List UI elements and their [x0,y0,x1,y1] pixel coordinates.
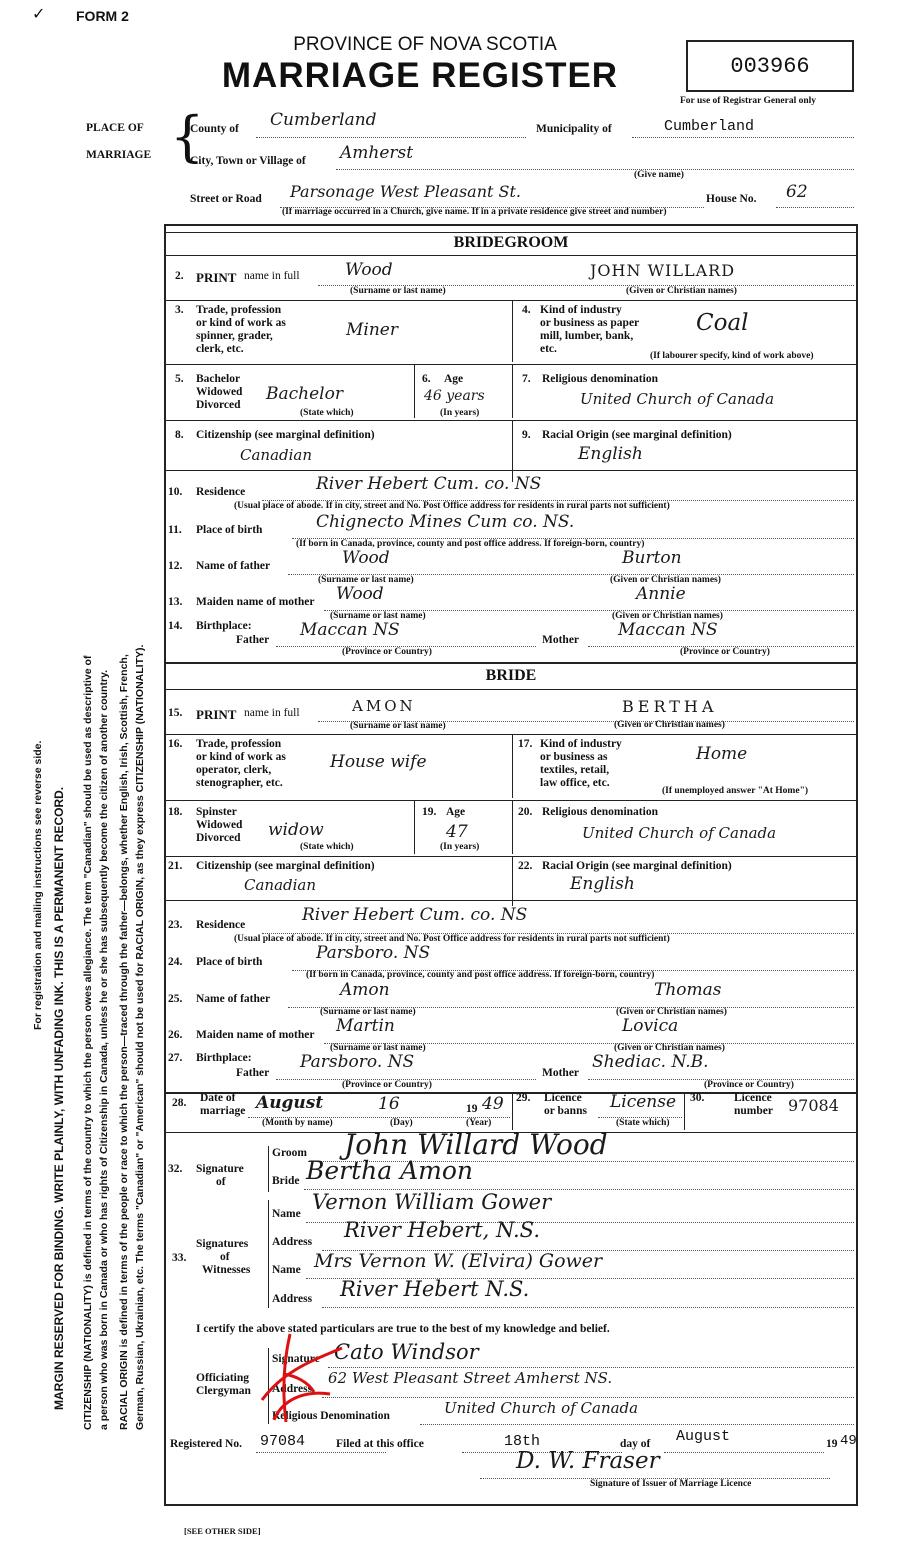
q18-label [196,806,242,845]
groom-surname: Wood [345,260,393,280]
q14-label: Birthplace: [196,620,252,632]
filed-month: August [676,1428,731,1445]
q22-num: 22. [518,860,533,872]
groom-given-caption: (Given or Christian names) [626,286,737,296]
q15-print: PRINT [196,707,237,722]
clergy-signature: Cato Windsor [334,1340,479,1364]
marriage-day: 16 [378,1094,400,1114]
q28-label-1: Date of [200,1092,236,1104]
house-label: House No. [706,193,757,205]
q18-label-line: Spinster [196,806,237,818]
see-other-side: [SEE OTHER SIDE] [184,1526,261,1536]
witness2-name: Mrs Vernon W. (Elvira) Gower [314,1250,603,1272]
q17-label-line: law office, etc. [540,777,610,789]
bride-status: widow [268,820,324,840]
q24-num: 24. [168,956,183,968]
q18-label-line: Widowed [196,819,243,831]
bride-father-surname-caption: (Surname or last name) [320,1007,416,1017]
q26-num: 26. [168,1029,183,1041]
groom-industry: Coal [696,310,749,336]
q8-label: Citizenship (see marginal definition) [196,429,375,441]
groom-mother-birthplace: Maccan NS [618,620,718,640]
day-of-label: day of [620,1438,651,1450]
groom-mother-surname-caption: (Surname or last name) [330,611,426,621]
q7-num: 7. [522,373,531,385]
issuer-caption: Signature of Issuer of Marriage Licence [590,1479,752,1489]
street-value: Parsonage West Pleasant St. [290,182,521,201]
certification-text: I certify the above stated particulars are true to the best of my knowledge and belief. [196,1323,610,1335]
q16-label-line: stenographer, etc. [196,777,283,789]
q30-num: 30. [690,1092,705,1104]
give-name-caption: (Give name) [634,170,684,180]
q9-num: 9. [522,429,531,441]
q30-label-2: number [734,1105,773,1117]
filed-label: Filed at this office [336,1438,424,1450]
q4-label-line: etc. [540,343,557,355]
register-number: 003966 [730,54,810,79]
q27-num: 27. [168,1052,183,1064]
q14-num: 14. [168,620,183,632]
q16-label-line: Trade, profession [196,738,282,750]
bride-surname-caption: (Surname or last name) [350,721,446,731]
witness2-address: River Hebert N.S. [340,1277,530,1301]
officiating-label-2: Clergyman [196,1385,251,1397]
margin-binding-note: MARGIN RESERVED FOR BINDING. WRITE PLAINLY, WITH UNFADING INK. THIS IS A PERMANENT RECORD. [52,786,66,1410]
street-label: Street or Road [190,193,262,205]
q2-print: PRINT [196,270,237,285]
bride-age: 47 [446,822,468,842]
q17-note: (If unemployed answer "At Home") [662,786,809,796]
groom-status: Bachelor [266,384,343,404]
licence-or-banns: License [610,1092,677,1112]
groom-father-surname: Wood [342,548,390,568]
municipality-label: Municipality of [536,123,612,135]
bride-heading: BRIDE [485,667,537,684]
licence-caption: (State which) [616,1118,670,1128]
bride-father-birthplace: Parsboro. NS [300,1052,415,1072]
bride-residence: River Hebert Cum. co. NS [302,905,528,925]
q23-num: 23. [168,919,183,931]
groom-mother-province-caption: (Province or Country) [680,647,770,657]
q21-label: Citizenship (see marginal definition) [196,860,375,872]
q2-label: name in full [244,270,300,282]
q28-num: 28. [172,1097,187,1109]
q30-label-1: Licence [734,1092,772,1104]
bride-mother-surname-caption: (Surname or last name) [330,1043,426,1053]
q3-label-line: spinner, grader, [196,330,273,342]
q4-label [540,304,639,356]
margin-instructions: For registration and mailing instructions see reverse side. [32,740,44,1030]
q33-num: 33. [172,1252,187,1264]
q33-label-3: Witnesses [202,1264,251,1276]
margin-citizenship-def-2: a person who was born in Canada or who has rights of Citizenship in Canada, unless he or she has subsequently become the citizen of another country. [98,669,110,1430]
filed-year-suffix: 49 [840,1433,857,1449]
q17-num: 17. [518,738,533,750]
house-value: 62 [786,182,808,202]
witness1-name: Vernon William Gower [312,1190,552,1214]
city-label: City, Town or Village of [190,155,306,167]
q28-label-2: marriage [200,1105,246,1117]
place-label-2: MARRIAGE [86,149,152,161]
bride-birth-note: (If born in Canada, province, county and post office address. If foreign-born, country) [306,970,655,980]
q12-num: 12. [168,560,183,572]
groom-age-caption: (In years) [440,408,480,418]
q3-label [196,304,286,356]
q5-label-line: Bachelor [196,373,241,385]
bride-mother-birthplace: Shediac. N.B. [592,1052,709,1072]
marriage-year-prefix: 19 [466,1103,478,1115]
q15-label: name in full [244,707,300,719]
groom-father-surname-caption: (Surname or last name) [318,575,414,585]
q32-label-1: Signature [196,1163,244,1175]
denomination-label: Religious Denomination [272,1410,390,1422]
q18-num: 18. [168,806,183,818]
bride-residence-note: (Usual place of abode. If in city, street and No. Post Office address for residents in rural parts not sufficient) [234,934,670,944]
q8-num: 8. [175,429,184,441]
clergy-signature-label: Signature [272,1353,320,1365]
day-caption: (Day) [390,1118,413,1128]
q16-label [196,738,286,790]
q3-label-line: Trade, profession [196,304,282,316]
q10-label: Residence [196,486,246,498]
q22-label: Racial Origin (see marginal definition) [542,860,732,872]
filed-day: 18th [504,1433,541,1450]
q26-label: Maiden name of mother [196,1029,315,1041]
q20-num: 20. [518,806,533,818]
groom-mother-surname: Wood [336,584,384,604]
bride-citizenship: Canadian [244,876,317,894]
register-number-box [686,40,854,92]
q27-father-label: Father [236,1067,270,1079]
q29-num: 29. [516,1092,531,1104]
bride-father-given: Thomas [654,980,722,1000]
groom-citizenship: Canadian [240,446,313,464]
groom-status-caption: (State which) [300,408,354,418]
q19-num: 19. [422,806,437,818]
witness1-address: River Hebert, N.S. [344,1218,540,1242]
margin-racial-def-2: German, Russian, Ukrainian, etc. The terms "Canadian" or "American" should not be used for RACIAL ORIGIN, as they express CITIZENSHIP (NATIONALITY). [134,644,146,1430]
q3-label-line: or kind of work as [196,317,286,329]
q27-mother-label: Mother [542,1067,580,1079]
licence-number: 97084 [788,1096,839,1115]
q16-num: 16. [168,738,183,750]
groom-religion: United Church of Canada [580,390,775,408]
q12-label: Name of father [196,560,271,572]
q4-label-line: Kind of industry [540,304,622,316]
issuer-signature: D. W. Fraser [516,1448,660,1474]
q33-label-1: Signatures [196,1238,249,1250]
q24-label: Place of birth [196,956,263,968]
page-title: MARRIAGE REGISTER [221,56,619,95]
bride-birthplace: Parsboro. NS [316,943,431,963]
groom-mother-given: Annie [636,584,686,604]
q32-num: 32. [168,1163,183,1175]
q6-label: Age [444,373,464,385]
q20-label: Religious denomination [542,806,658,818]
filed-year-prefix: 19 [826,1438,838,1450]
q13-num: 13. [168,596,183,608]
q13-label: Maiden name of mother [196,596,315,608]
form-label [32,6,129,26]
groom-mother-given-caption: (Given or Christian names) [612,611,723,621]
groom-father-given: Burton [622,548,682,568]
q17-label [540,738,622,790]
bride-given-caption: (Given or Christian names) [614,720,725,730]
groom-racial-origin: English [578,444,643,464]
q15-num: 15. [168,707,183,719]
q11-num: 11. [168,524,182,536]
clergy-address-label: Address [272,1383,313,1395]
q29-label-2: or banns [544,1105,587,1117]
witness1-name-label: Name [272,1208,301,1220]
bride-mother-given-caption: (Given or Christian names) [614,1043,725,1053]
arrow-mark-icon: ✓ [32,6,46,23]
registered-number: 97084 [260,1433,306,1450]
groom-residence-note: (Usual place of abode. If in city, street and No. Post Office address for residents in rural parts not sufficient) [234,501,670,511]
q16-label-line: or kind of work as [196,751,286,763]
q25-label: Name of father [196,993,271,1005]
q4-label-line: mill, lumber, bank, [540,330,634,342]
q9-label: Racial Origin (see marginal definition) [542,429,732,441]
q17-label-line: or business as [540,751,608,763]
place-label-1: PLACE OF [86,122,144,134]
margin-citizenship-def-1: CITIZENSHIP (NATIONALITY) is defined in terms of the country to which the person owes allegiance. The term "Canadian" should be used as descriptive of [82,655,94,1430]
year-caption: (Year) [466,1118,492,1128]
form-number: FORM 2 [76,8,129,24]
street-note: (If marriage occurred in a Church, give name. If in a private residence give street and number) [282,207,667,217]
bride-religion: United Church of Canada [582,824,777,842]
county-value: Cumberland [270,110,377,130]
bride-father-surname: Amon [340,980,390,1000]
q5-label [196,373,242,412]
q27-label: Birthplace: [196,1052,252,1064]
groom-father-province-caption: (Province or Country) [342,647,432,657]
bride-mother-given: Lovica [622,1016,679,1036]
bride-mother-surname: Martin [336,1016,395,1036]
q16-label-line: operator, clerk, [196,764,272,776]
margin-racial-def-1: RACIAL ORIGIN is defined in terms of the people or race to which the person—traced through the father—belongs, whether English, Irish, Scottish, French, [118,654,130,1430]
bride-given: BERTHA [622,697,718,716]
q3-num: 3. [175,304,184,316]
bride-age-caption: (In years) [440,842,480,852]
groom-signature: John Willard Wood [344,1128,608,1161]
month-caption: (Month by name) [262,1118,333,1128]
q17-label-line: Kind of industry [540,738,622,750]
province-heading: PROVINCE OF NOVA SCOTIA [293,34,557,55]
groom-father-given-caption: (Given or Christian names) [610,575,721,585]
groom-given: JOHN WILLARD [590,261,736,280]
bride-surname: AMON [352,697,416,715]
groom-trade: Miner [346,320,398,340]
groom-sig-label: Groom [272,1147,307,1159]
bride-father-given-caption: (Given or Christian names) [616,1007,727,1017]
bride-industry: Home [696,744,748,764]
q4-label-line: or business as paper [540,317,640,329]
city-value: Amherst [340,143,414,163]
bride-mother-province-caption: (Province or Country) [704,1080,794,1090]
red-check-mark [244,1330,354,1430]
marriage-year-suffix: 49 [482,1094,504,1114]
q33-label-2: of [220,1251,230,1263]
q4-num: 4. [522,304,531,316]
q2-num: 2. [175,270,184,282]
registrar-note: For use of Registrar General only [680,96,817,106]
q29-label-1: Licence [544,1092,582,1104]
q32-label-2: of [216,1176,226,1188]
q21-num: 21. [168,860,183,872]
groom-residence: River Hebert Cum. co. NS [316,474,542,494]
q10-num: 10. [168,486,183,498]
witness2-name-label: Name [272,1264,301,1276]
witness1-address-label: Address [272,1236,313,1248]
q6-num: 6. [422,373,431,385]
bride-signature: Bertha Amon [306,1156,474,1185]
q18-label-line: Divorced [196,832,241,844]
groom-surname-caption: (Surname or last name) [350,286,446,296]
county-label: County of [190,123,239,135]
groom-birth-note: (If born in Canada, province, county and post office address. If foreign-born, country) [296,539,645,549]
municipality-value: Cumberland [664,118,755,135]
bride-status-caption: (State which) [300,842,354,852]
bride-sig-label: Bride [272,1175,300,1187]
registered-label: Registered No. [170,1438,242,1450]
q14-father-label: Father [236,634,270,646]
bride-racial-origin: English [570,874,635,894]
q7-label: Religious denomination [542,373,658,385]
groom-father-birthplace: Maccan NS [300,620,400,640]
marriage-month: August [256,1093,324,1113]
q5-label-line: Widowed [196,386,243,398]
q4-note: (If labourer specify, kind of work above) [650,351,814,361]
q3-label-line: clerk, etc. [196,343,244,355]
place-brace: { [170,105,205,168]
groom-age: 46 years [424,388,485,404]
witness2-address-label: Address [272,1293,313,1305]
bride-father-province-caption: (Province or Country) [342,1080,432,1090]
bridegroom-heading: BRIDEGROOM [453,234,569,251]
q14-mother-label: Mother [542,634,580,646]
q5-num: 5. [175,373,184,385]
q11-label: Place of birth [196,524,263,536]
q25-num: 25. [168,993,183,1005]
officiating-label-1: Officiating [196,1372,250,1384]
q23-label: Residence [196,919,246,931]
clergy-denomination: United Church of Canada [444,1399,639,1417]
q5-label-line: Divorced [196,399,241,411]
clergy-address: 62 West Pleasant Street Amherst NS. [328,1369,613,1387]
q17-label-line: textiles, retail, [540,764,610,776]
q19-label: Age [446,806,466,818]
groom-birthplace: Chignecto Mines Cum co. NS. [316,512,575,532]
bride-trade: House wife [330,752,427,772]
